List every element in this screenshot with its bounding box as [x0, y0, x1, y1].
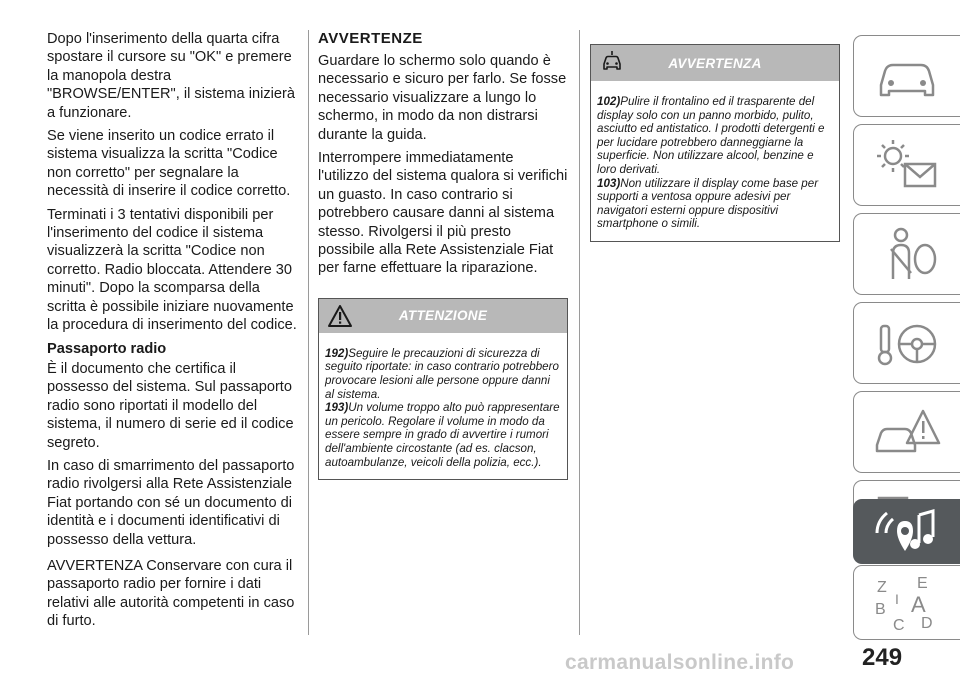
paragraph: In caso di smarrimento del passaporto radio rivolgersi alla Rete Assistenziale Fiat portando con sé un documento di identità e i documenti identificativi di possesso della vettura.	[47, 457, 295, 548]
warning-box-body	[591, 81, 839, 241]
tab-warning-lights[interactable]	[853, 124, 960, 206]
alphabetical-index-icon	[871, 572, 943, 634]
section-heading: Passaporto radio	[47, 340, 167, 357]
warning-box-header	[591, 45, 839, 81]
seatbelt-airbag-icon	[871, 223, 943, 285]
page-number: 249	[862, 644, 903, 671]
column-divider	[308, 30, 309, 635]
attention-box-header	[319, 299, 567, 333]
note-item	[325, 401, 561, 469]
multimedia-music-nav-icon	[871, 501, 943, 563]
note-ref: 102)	[597, 95, 621, 108]
svg-text:I: I	[895, 590, 899, 607]
tab-safety[interactable]	[853, 213, 960, 295]
car-icon	[871, 45, 943, 107]
note-item	[597, 177, 833, 231]
paragraph: Interrompere immediatamente l'utilizzo del sistema qualora si verifichi un guasto. In caso contrario si potrebbero causare danni al sistema stesso. Rivolgersi il più presto possibile alla Rete Assistenziale Fiat per farne effettuare la riparazione.	[318, 150, 568, 277]
tab-car[interactable]	[853, 35, 960, 117]
tab-emergency[interactable]	[853, 391, 960, 473]
tab-multimedia[interactable]	[853, 499, 960, 564]
paragraph: Dopo l'inserimento della quarta cifra spostare il cursore su "OK" e premere la manopola destra "BROWSE/ENTER", il sistema inizierà a funzionare.	[47, 31, 295, 121]
note-ref: 192)	[325, 346, 349, 360]
note-text: Pulire il frontalino ed il trasparente del display solo con un panno morbido, pulito, asciutto ed antistatico. I prodotti detergenti e per lucidare potrebbero danneggiarne la superficie. Non utilizzare alcool, benzine e loro derivati.	[597, 95, 825, 176]
warning-box-title: AVVERTENZA	[668, 55, 762, 71]
watermark: carmanualsonline.info	[565, 651, 795, 674]
tab-index[interactable]	[853, 565, 960, 640]
paragraph: Guardare lo schermo solo quando è necessario e sicuro per farlo. Se fosse necessario visualizzare a lungo lo schermo, in modo da non distrarsi durante la guida.	[318, 53, 567, 143]
attention-box-title: ATTENZIONE	[398, 308, 488, 324]
note-ref: 193)	[325, 401, 349, 415]
svg-text:A: A	[911, 591, 926, 617]
column-3	[590, 44, 840, 242]
warning-triangle-icon	[327, 304, 353, 328]
note-ref: 103)	[597, 176, 621, 190]
attention-box-body	[319, 333, 567, 479]
column-divider	[579, 30, 580, 635]
warning-lights-icon	[871, 134, 943, 196]
warning-box	[590, 44, 840, 242]
svg-text:B: B	[875, 600, 886, 618]
svg-text:D: D	[921, 614, 933, 632]
tab-starting-driving[interactable]	[853, 302, 960, 384]
svg-text:C: C	[893, 616, 905, 634]
breakdown-triangle-icon	[871, 401, 943, 463]
car-warning-icon	[599, 50, 625, 74]
column-1	[47, 30, 297, 636]
note-item	[597, 95, 833, 177]
paragraph: Terminati i 3 tentativi disponibili per l'inserimento del codice il sistema visualizzerà la scritta "Codice non corretto. Radio bloccata. Attendere 30 minuti". Dopo la scomparsa della scritta è possibile iniziare nuovamente la procedura di inserimento del codice.	[47, 206, 297, 334]
paragraph: AVVERTENZA Conservare con cura il passaporto radio per fornire i dati relativi alle autorità competenti in caso di furto.	[47, 557, 295, 630]
section-heading: AVVERTENZE	[318, 30, 423, 47]
svg-text:E: E	[917, 574, 928, 592]
note-text: Non utilizzare il display come base per supporti a ventosa oppure adesivi per navigatori esterni oppure dispositivi smartphone o simili.	[597, 176, 819, 231]
svg-text:Z: Z	[877, 578, 887, 596]
note-text: Un volume troppo alto può rappresentare un pericolo. Regolare il volume in modo da essere sempre in grado di avvertire i rumori dell'ambiente circostante (ad es. clacson, autoambulanze, veicoli della polizia, ecc.).	[325, 401, 560, 469]
note-text: Seguire le precauzioni di sicurezza di seguito riportate: in caso contrario potrebbero provocare lesioni alle persone oppure danni al sistema.	[325, 346, 559, 401]
attention-box	[318, 298, 568, 480]
column-2	[318, 30, 568, 480]
paragraph: È il documento che certifica il possesso del sistema. Sul passaporto radio sono riportati il modello del sistema, il numero di serie ed il codice segreto.	[47, 360, 294, 451]
paragraph: Se viene inserito un codice errato il sistema visualizza la scritta "Codice non corretto" per segnalare la necessità di inserire il codice corretto.	[47, 128, 291, 200]
note-item	[325, 347, 561, 401]
key-steering-wheel-icon	[871, 312, 943, 374]
